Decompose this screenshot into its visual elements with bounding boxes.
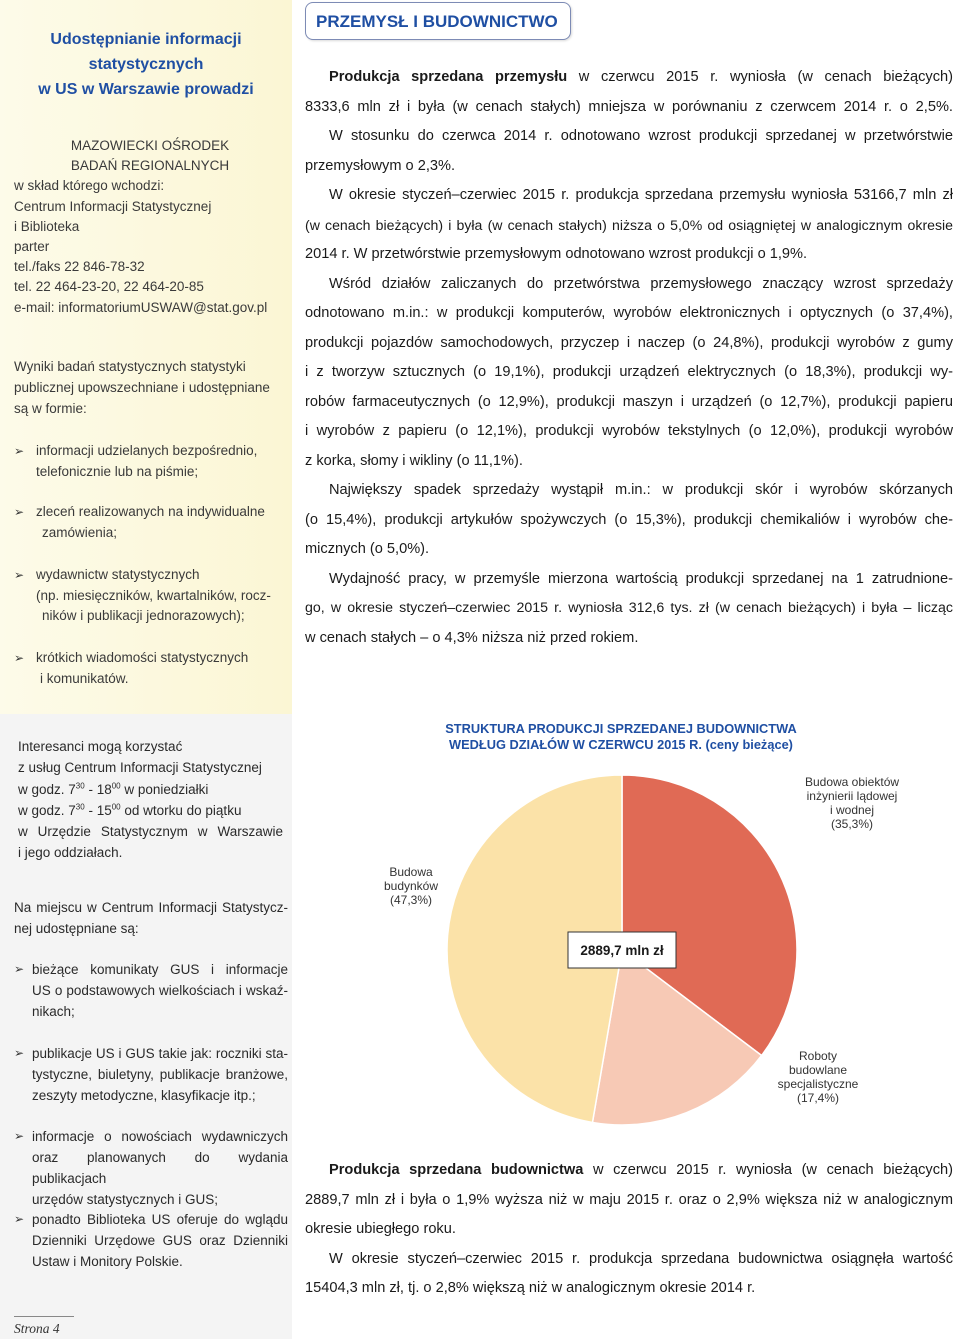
arrow-bullet-icon: ➢ (14, 505, 25, 519)
text-line: w cenach stałych – o 4,3% niższa niż przed rokiem. (305, 629, 639, 646)
list-item-line: telefonicznie lub na piśmie; (36, 463, 199, 479)
text-line: przemysłowym o 2,3%. (305, 157, 456, 174)
available-item-communiques (14, 959, 288, 1022)
text-line: i wyrobów z papieru (o 12,1%), produkcji wyrobów tekstylnych (o 12,0%), produkcji wyrobów (305, 423, 953, 439)
slice-label-line: (35,3%) (830, 817, 874, 831)
place-intro-line: Na miejscu w Centrum Informacji Statystycz- (14, 900, 288, 915)
text-line: W okresie styczeń–czerwiec 2015 r. produkcja sprzedana budownictwa osiągnęła wartość (329, 1250, 953, 1267)
slice-label-line: Budowa (389, 865, 433, 879)
text-line: (o 15,4%), produkcji artykułów spożywczych (o 15,3%), produkcji chemikaliów i wyrobów che- (305, 511, 953, 528)
chart-title-line: WEDŁUG DZIAŁÓW W CZERWCU 2015 R. (ceny bieżące) (449, 737, 793, 752)
hours-line: w Urzędzie Statystycznym w Warszawie (18, 824, 283, 840)
sidebar-header (0, 27, 292, 102)
results-intro-line: są w formie: (14, 401, 87, 416)
list-item-line: wydawnictw statystycznych (36, 567, 200, 582)
list-item-line: publikacje US i GUS takie jak: roczniki sta- (32, 1046, 288, 1061)
slice-label-line: budynków (383, 879, 439, 893)
slice-label-line: inżynierii lądowej (806, 789, 898, 803)
center-value-label: 2889,7 mln zł (580, 943, 664, 958)
hours-text: od wtorku do piątku (120, 802, 242, 818)
text-line: i z tworzyw sztucznych (o 19,1%), produkcji urządzeń elektrycznych (o 18,3%), produkcji wy- (305, 364, 953, 380)
hours-text: - 18 (84, 781, 112, 797)
construction-section (305, 1156, 953, 1304)
form-item-orders (14, 502, 286, 543)
list-item-line: Dzienniki Urzędowe GUS oraz Dzienniki (32, 1233, 288, 1248)
list-item-line: informacji udzielanych bezpośrednio, (36, 443, 258, 458)
text-line: micznych (o 5,0%). (305, 541, 430, 557)
office-line: Centrum Informacji Statystycznej (14, 198, 212, 214)
list-item-line: ników i publikacji jednorazowych); (42, 608, 245, 623)
list-item-line: Ustaw i Monitory Polskie. (32, 1254, 183, 1269)
available-item-library (14, 1209, 288, 1272)
slice-label-line: Roboty (798, 1049, 838, 1063)
hours-line: Interesanci mogą korzystać (18, 739, 183, 754)
hours-sup: 30 (75, 781, 85, 791)
available-item-new-releases (14, 1126, 288, 1210)
text-line (305, 63, 953, 93)
arrow-bullet-icon: ➢ (14, 1212, 25, 1226)
bold-term: Produkcja sprzedana budownictwa (329, 1162, 584, 1178)
sidebar-header-line: w US w Warszawie prowadzi (38, 81, 254, 98)
hours-line: i jego oddziałach. (18, 845, 123, 861)
construction-pie-chart (300, 756, 960, 1136)
arrow-bullet-icon: ➢ (14, 444, 25, 458)
text-line: 8333,6 mln zł i była (w cenach stałych) mniejsza w porównaniu z czerwcem 2014 r. o 2,5%. (305, 98, 953, 115)
section-title: PRZEMYSŁ I BUDOWNICTWO (305, 2, 571, 40)
text-span: w czerwcu 2015 r. wyniosła (w cenach bieżących) (567, 69, 953, 85)
slice-label (778, 1049, 859, 1105)
arrow-bullet-icon: ➢ (14, 651, 25, 665)
slice-label-line: specjalistyczne (777, 1077, 859, 1091)
industry-section (305, 63, 953, 653)
office-line: i Biblioteka (14, 218, 80, 234)
slice-label-line: (47,3%) (389, 893, 433, 907)
text-line: robów farmaceutycznych (o 12,9%), produkcji maszyn i urządzeń (o 12,7%), produkcji papieru (305, 393, 953, 410)
text-line: go, w okresie styczeń–czerwiec 2015 r. wyniosła 312,6 tys. zł (w cenach bieżących) i była – licząc (305, 600, 953, 616)
text-line: 15404,3 mln zł, tj. o 2,8% większą niż w analogicznym okresie 2014 r. (305, 1280, 756, 1296)
office-phone: tel. 22 464-23-20, 22 464-20-85 (14, 279, 204, 295)
list-item-line: tystyczne, biuletyny, publikacje branżowe, (32, 1067, 288, 1082)
arrow-bullet-icon: ➢ (14, 962, 25, 976)
text-line: Wśród działów zaliczanych do przetwórstwa przemysłowego znaczący wzrost sprzedaży (329, 275, 953, 292)
sidebar-header-line: statystycznych (88, 56, 204, 73)
list-item-line: i komunikatów. (40, 670, 129, 686)
text-line: odnotowano m.in.: w produkcji komputerów, wyrobów elektronicznych i optycznych (o 37,4%), (305, 305, 953, 321)
form-item-news (14, 648, 286, 689)
text-line: Największy spadek sprzedaży wystąpił m.in.: w produkcji skór i wyrobów skórzanych (329, 482, 953, 498)
list-item-line: (np. miesięczników, kwartalników, rocz- (36, 587, 271, 603)
slice-label-line: Budowa obiektów (804, 775, 900, 789)
list-item-line: ponadto Biblioteka US oferuje do wglądu (32, 1212, 288, 1227)
text-line: produkcji pojazdów samochodowych, przyczep i naczep (o 24,8%), produkcji wyrobów z gumy (305, 334, 953, 351)
bold-term: Produkcja sprzedana przemysłu (329, 69, 568, 85)
text-line (305, 1156, 953, 1186)
results-intro-line: Wyniki badań statystycznych statystyki (14, 359, 246, 374)
slice-label-line: budowlane (788, 1063, 848, 1077)
hours-sup: 00 (111, 802, 121, 812)
list-item-line: US o podstawowych wielkościach i wskaź- (32, 983, 288, 998)
results-intro-line: publicznej upowszechniane i udostępniane (14, 380, 270, 395)
list-item-line: zeszyty metodyczne, klasyfikacje itp.; (32, 1088, 256, 1103)
list-item-line: bieżące komunikaty GUS i informacje (32, 962, 288, 977)
office-name-line: MAZOWIECKI OŚRODEK (70, 138, 230, 153)
place-intro (14, 897, 288, 939)
list-item-line: zamówienia; (42, 524, 118, 540)
hours-monday (18, 779, 288, 800)
list-item-line: nikach; (32, 1004, 75, 1019)
text-line: Wydajność pracy, w przemyśle mierzona wartością produkcji sprzedanej na 1 zatrudnione- (329, 570, 953, 587)
sidebar-header-line: Udostępnianie informacji (50, 31, 242, 48)
form-item-direct (14, 441, 286, 482)
office-phone-fax: tel./faks 22 846-78-32 (14, 259, 145, 275)
text-line: z korka, słomy i wikliny (o 11,1%). (305, 452, 523, 469)
office-contact-block (14, 136, 286, 318)
list-item-line: zleceń realizowanych na indywidualne (36, 504, 265, 519)
list-item-line: oraz planowanych do wydania publikacjach (32, 1150, 288, 1186)
chart-title-line: STRUKTURA PRODUKCJI SPRZEDANEJ BUDOWNICTWA (445, 721, 797, 736)
text-line: W stosunku do czerwca 2014 r. odnotowano wzrost produkcji sprzedanej w przetwórstwie (329, 128, 953, 144)
footer-divider (14, 1316, 74, 1317)
hours-text: w godz. 7 (18, 802, 76, 818)
office-line: w skład którego wchodzi: (14, 178, 165, 194)
chart-title (300, 721, 942, 753)
arrow-bullet-icon: ➢ (14, 1129, 25, 1143)
slice-label-line: (17,4%) (796, 1091, 840, 1105)
hours-sup: 00 (111, 781, 121, 791)
text-line: W okresie styczeń–czerwiec 2015 r. produkcja sprzedana przemysłu wyniosła 53166,7 mln zł (329, 187, 953, 203)
list-item-line: krótkich wiadomości statystycznych (36, 650, 249, 665)
hours-tue-fri (18, 800, 288, 821)
slice-label-line: i wodnej (829, 803, 875, 817)
available-item-publications (14, 1043, 288, 1106)
pie-center-label-box (568, 932, 676, 968)
hours-text: - 15 (84, 802, 112, 818)
office-email-link[interactable]: e-mail: informatoriumUSWAW@stat.gov.pl (14, 299, 268, 315)
hours-text: w poniedziałki (120, 781, 209, 797)
results-intro (14, 356, 286, 419)
office-line: parter (14, 239, 50, 255)
slice-label (384, 865, 438, 907)
text-line: 2014 r. W przetwórstwie przemysłowym odnotowano wzrost produkcji o 1,9%. (305, 246, 808, 262)
hours-text: w godz. 7 (18, 781, 76, 797)
arrow-bullet-icon: ➢ (14, 568, 25, 582)
list-item-line: informacje o nowościach wydawniczych (32, 1129, 288, 1144)
office-name-line: BADAŃ REGIONALNYCH (70, 158, 230, 174)
slice-label (805, 775, 899, 831)
hours-line: z usług Centrum Informacji Statystycznej (18, 760, 262, 776)
form-item-publications (14, 565, 286, 627)
opening-hours (18, 736, 288, 864)
hours-sup: 30 (75, 802, 85, 812)
text-line: okresie ubiegłego roku. (305, 1221, 456, 1237)
text-span: w czerwcu 2015 r. wyniosła (w cenach bieżących) (583, 1162, 953, 1178)
list-item-line: urzędów statystycznych i GUS; (32, 1192, 219, 1207)
place-intro-line: nej udostępniane są: (14, 921, 139, 936)
text-line: 2889,7 mln zł i była o 1,9% wyższa niż w maju 2015 r. oraz o 2,9% większa niż w analogicznym (305, 1191, 953, 1208)
arrow-bullet-icon: ➢ (14, 1046, 25, 1060)
page-number: Strona 4 (14, 1321, 60, 1336)
text-line: (w cenach bieżących) i była (w cenach stałych) niższa o 5,0% od osiągniętej w analogicznym okresie (305, 216, 953, 233)
